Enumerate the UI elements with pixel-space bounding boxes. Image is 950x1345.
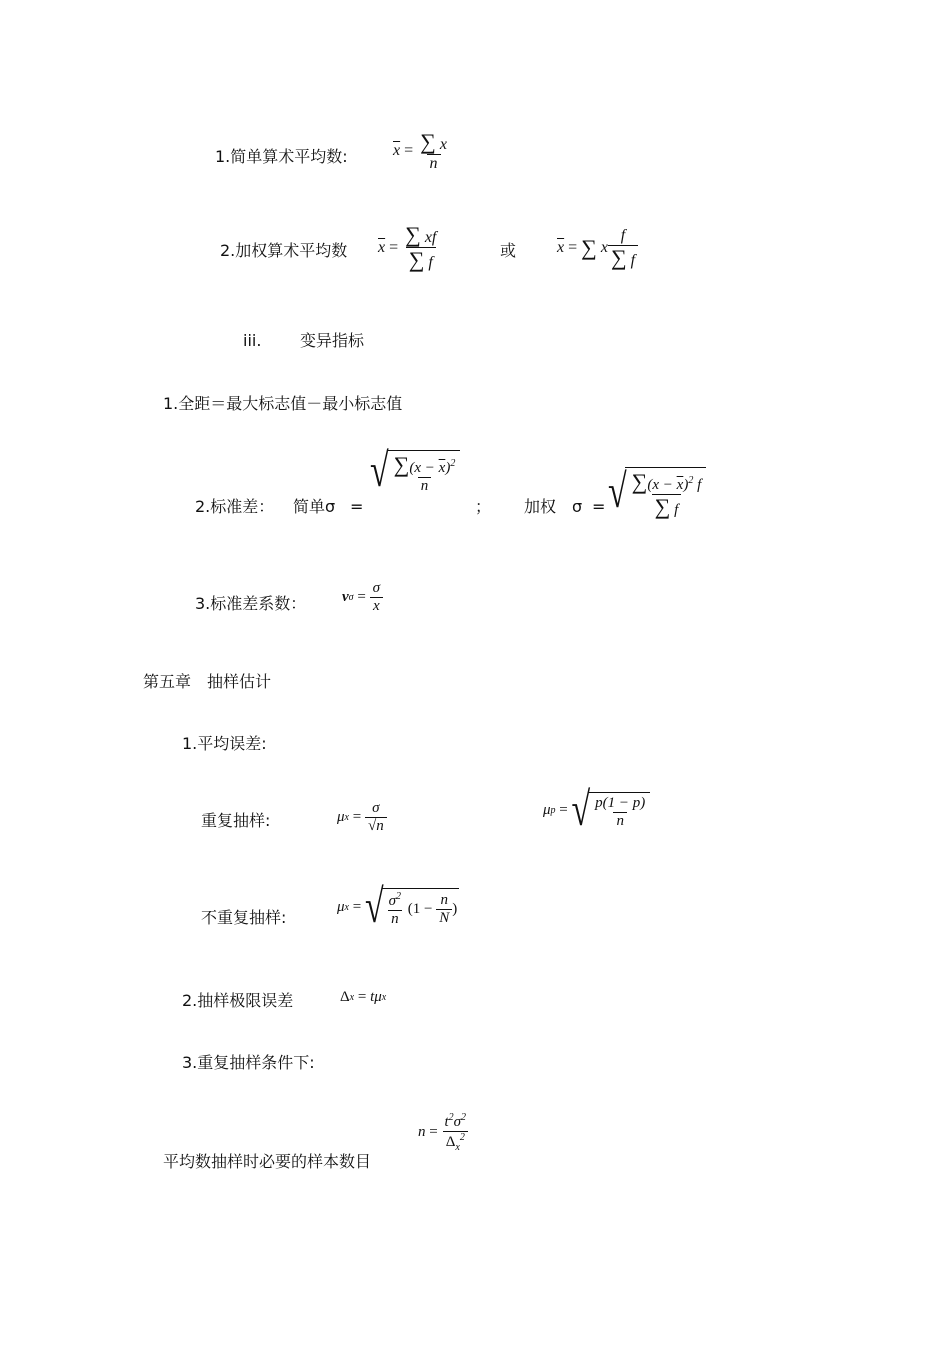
std-dev-label: 2.标准差： <box>195 497 275 516</box>
semicolon: ； <box>475 497 492 516</box>
simple-mean-label: 1.简单算术平均数: <box>215 147 348 166</box>
limit-error-label: 2.抽样极限误差 <box>182 991 294 1010</box>
nonrepeat-sampling-label: 不重复抽样: <box>201 908 287 927</box>
sigma-label: σ <box>572 497 583 516</box>
repeat-prop-error-formula: μ p = √ $\frac{p(1 - p)}{n}$ <box>543 792 650 829</box>
cv-label: 3.标准差系数： <box>195 594 307 613</box>
weighted-mean-formula-2: $\overline{x}$ = ∑ x $\frac{f}{\sum f}$ <box>557 227 638 270</box>
limit-error-formula: Δ x = tμ x <box>340 989 387 1005</box>
section-number: iii. <box>243 331 262 350</box>
weighted-std-formula: √ $\frac{\sum(x - \overline{x})^2 f}{\sum f}$ <box>608 467 706 519</box>
simple-mean-formula: $\overline{x}$ = $\frac{\sum x}{n}$ <box>393 129 447 173</box>
or-label: 或 <box>500 241 517 260</box>
equals-1: = <box>350 497 364 516</box>
weighted-mean-formula-1: $\overline{x}$ = $\frac{\sum xf}{\sum f}$ <box>378 222 437 273</box>
repeat-mean-error-formula: μ x = $\frac{\sigma}{√n}$ <box>337 800 387 834</box>
repeat-sampling-label: 重复抽样: <box>201 811 271 830</box>
weighted-label: 加权 <box>524 497 557 516</box>
chapter-title: 第五章 抽样估计 <box>143 672 272 691</box>
section-title: 变异指标 <box>300 331 365 350</box>
simple-label: 简单σ <box>293 497 336 516</box>
repeat-condition-label: 3.重复抽样条件下: <box>182 1053 315 1072</box>
avg-error-label: 1.平均误差: <box>182 734 267 753</box>
equals-2: = <box>592 497 606 516</box>
nonrepeat-error-formula: μ x = √ $\frac{\sigma^2}{n}$ (1 − $\frac{n}{N}$ ) <box>337 880 458 933</box>
sample-size-formula: n = $\frac{t^2\sigma^2}{\Delta_x^2}$ <box>418 1112 467 1153</box>
range-formula: 1.全距＝最大标志值－最小标志值 <box>163 394 403 413</box>
weighted-mean-label: 2.加权算术平均数 <box>220 241 348 260</box>
cv-formula: v σ = $\frac{\sigma}{x}$ <box>342 580 383 614</box>
simple-std-formula: √ $\frac{\sum(x - \overline{x})^2}{n}$ <box>370 450 460 495</box>
sample-size-label: 平均数抽样时必要的样本数目 <box>163 1152 372 1171</box>
